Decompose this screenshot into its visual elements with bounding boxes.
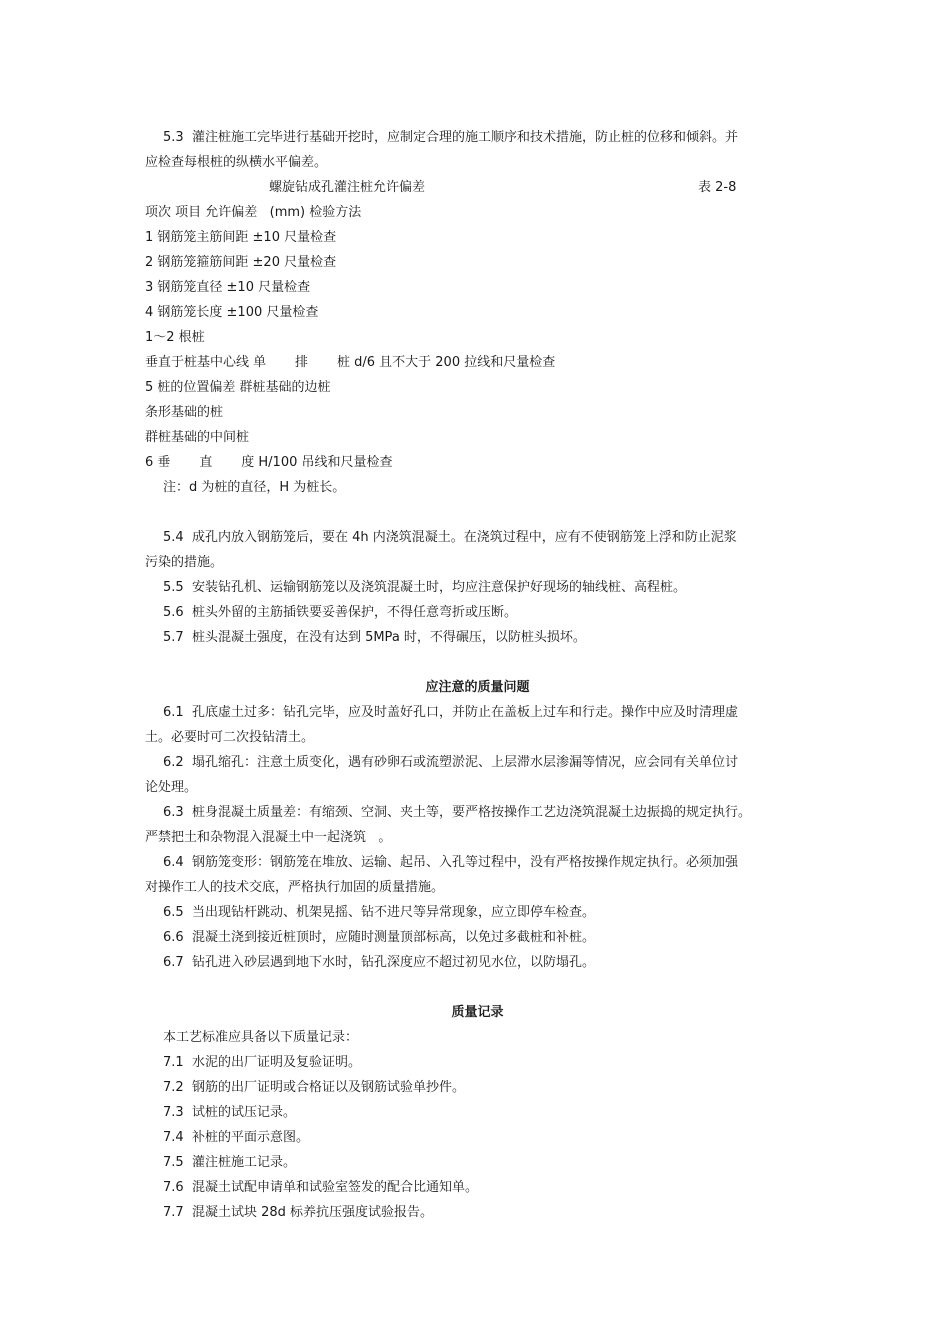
spacer: [145, 650, 810, 675]
paragraph-5-3-line-1: 5.3 灌注桩施工完毕进行基础开挖时，应制定合理的施工顺序和技术措施，防止桩的位移和倾斜。并: [163, 130, 738, 145]
paragraph-6-4-line-2: 对操作工人的技术交底，严格执行加固的质量措施。: [145, 880, 445, 895]
paragraph-5-6: 5.6 桩头外留的主筋插铁要妥善保护，不得任意弯折或压断。: [163, 605, 517, 620]
spacer: [145, 975, 810, 1000]
paragraph-6-7: 6.7 钻孔进入砂层遇到地下水时，钻孔深度应不超过初见水位，以防塌孔。: [163, 955, 595, 970]
records-intro: 本工艺标准应具备以下质量记录：: [163, 1030, 359, 1045]
paragraph-5-5: 5.5 安装钻孔机、运输钢筋笼以及浇筑混凝土时，均应注意保护好现场的轴线桩、高程桩。: [163, 580, 686, 595]
table-row: 条形基础的桩: [145, 405, 224, 420]
table-header-row: 项次 项目 允许偏差 (mm) 检验方法: [145, 205, 362, 220]
paragraph-6-3-line-2: 严禁把土和杂物混入混凝土中一起浇筑 。: [145, 830, 392, 845]
list-item: 7.2 钢筋的出厂证明或合格证以及钢筋试验单抄件。: [163, 1080, 465, 1095]
paragraph-5-4-line-2: 污染的措施。: [145, 555, 224, 570]
table-title: 螺旋钻成孔灌注桩允许偏差: [269, 180, 426, 195]
paragraph-5-3-line-2: 应检查每根桩的纵横水平偏差。: [145, 155, 328, 170]
table-row: 5 桩的位置偏差 群桩基础的边桩: [145, 380, 331, 395]
section-heading-quality-records: 质量记录: [451, 1005, 504, 1020]
document-body: [145, 125, 810, 1225]
spacer: [145, 500, 810, 525]
list-item: 7.4 补桩的平面示意图。: [163, 1130, 309, 1145]
table-number: 表 2-8: [698, 180, 737, 195]
paragraph-6-1-line-1: 6.1 孔底虚土过多：钻孔完毕，应及时盖好孔口，并防止在盖板上过车和行走。操作中应及时清理虚: [163, 705, 738, 720]
table-row: 群桩基础的中间桩: [145, 430, 250, 445]
section-heading-quality-issues: 应注意的质量问题: [425, 680, 530, 695]
paragraph-6-2-line-1: 6.2 塌孔缩孔：注意土质变化，遇有砂卵石或流塑淤泥、上层滞水层渗漏等情况，应会同有关单位讨: [163, 755, 738, 770]
table-row: 1～2 根桩: [145, 330, 205, 345]
paragraph-6-2-line-2: 论处理。: [145, 780, 198, 795]
list-item: 7.6 混凝土试配申请单和试验室签发的配合比通知单。: [163, 1180, 478, 1195]
table-row: 1 钢筋笼主筋间距 ±10 尺量检查: [145, 230, 337, 245]
paragraph-5-7: 5.7 桩头混凝土强度，在没有达到 5MPa 时，不得碾压，以防桩头损坏。: [163, 630, 586, 645]
table-row: 3 钢筋笼直径 ±10 尺量检查: [145, 280, 311, 295]
table-caption: [145, 175, 810, 200]
list-item: 7.1 水泥的出厂证明及复验证明。: [163, 1055, 361, 1070]
paragraph-6-1-line-2: 土。必要时可二次投钻清土。: [145, 730, 315, 745]
paragraph-6-5: 6.5 当出现钻杆跳动、机架晃摇、钻不进尺等异常现象，应立即停车检查。: [163, 905, 595, 920]
table-row: 6 垂 直 度 H/100 吊线和尺量检查: [145, 455, 393, 470]
table-row: 垂直于桩基中心线 单 排 桩 d/6 且不大于 200 拉线和尺量检查: [145, 355, 556, 370]
paragraph-6-6: 6.6 混凝土浇到接近桩顶时，应随时测量顶部标高，以免过多截桩和补桩。: [163, 930, 595, 945]
paragraph-6-4-line-1: 6.4 钢筋笼变形：钢筋笼在堆放、运输、起吊、入孔等过程中，没有严格按操作规定执行。必须加强: [163, 855, 738, 870]
list-item: 7.3 试桩的试压记录。: [163, 1105, 296, 1120]
table-row: 4 钢筋笼长度 ±100 尺量检查: [145, 305, 319, 320]
paragraph-5-4-line-1: 5.4 成孔内放入钢筋笼后，要在 4h 内浇筑混凝土。在浇筑过程中，应有不使钢筋笼上浮和防止泥浆: [163, 530, 737, 545]
list-item: 7.5 灌注桩施工记录。: [163, 1155, 296, 1170]
table-row: 2 钢筋笼箍筋间距 ±20 尺量检查: [145, 255, 337, 270]
table-note: 注：d 为桩的直径，H 为桩长。: [163, 480, 346, 495]
paragraph-6-3-line-1: 6.3 桩身混凝土质量差：有缩颈、空洞、夹土等，要严格按操作工艺边浇筑混凝土边振捣的规定执行。: [163, 805, 751, 820]
list-item: 7.7 混凝土试块 28d 标养抗压强度试验报告。: [163, 1205, 433, 1220]
